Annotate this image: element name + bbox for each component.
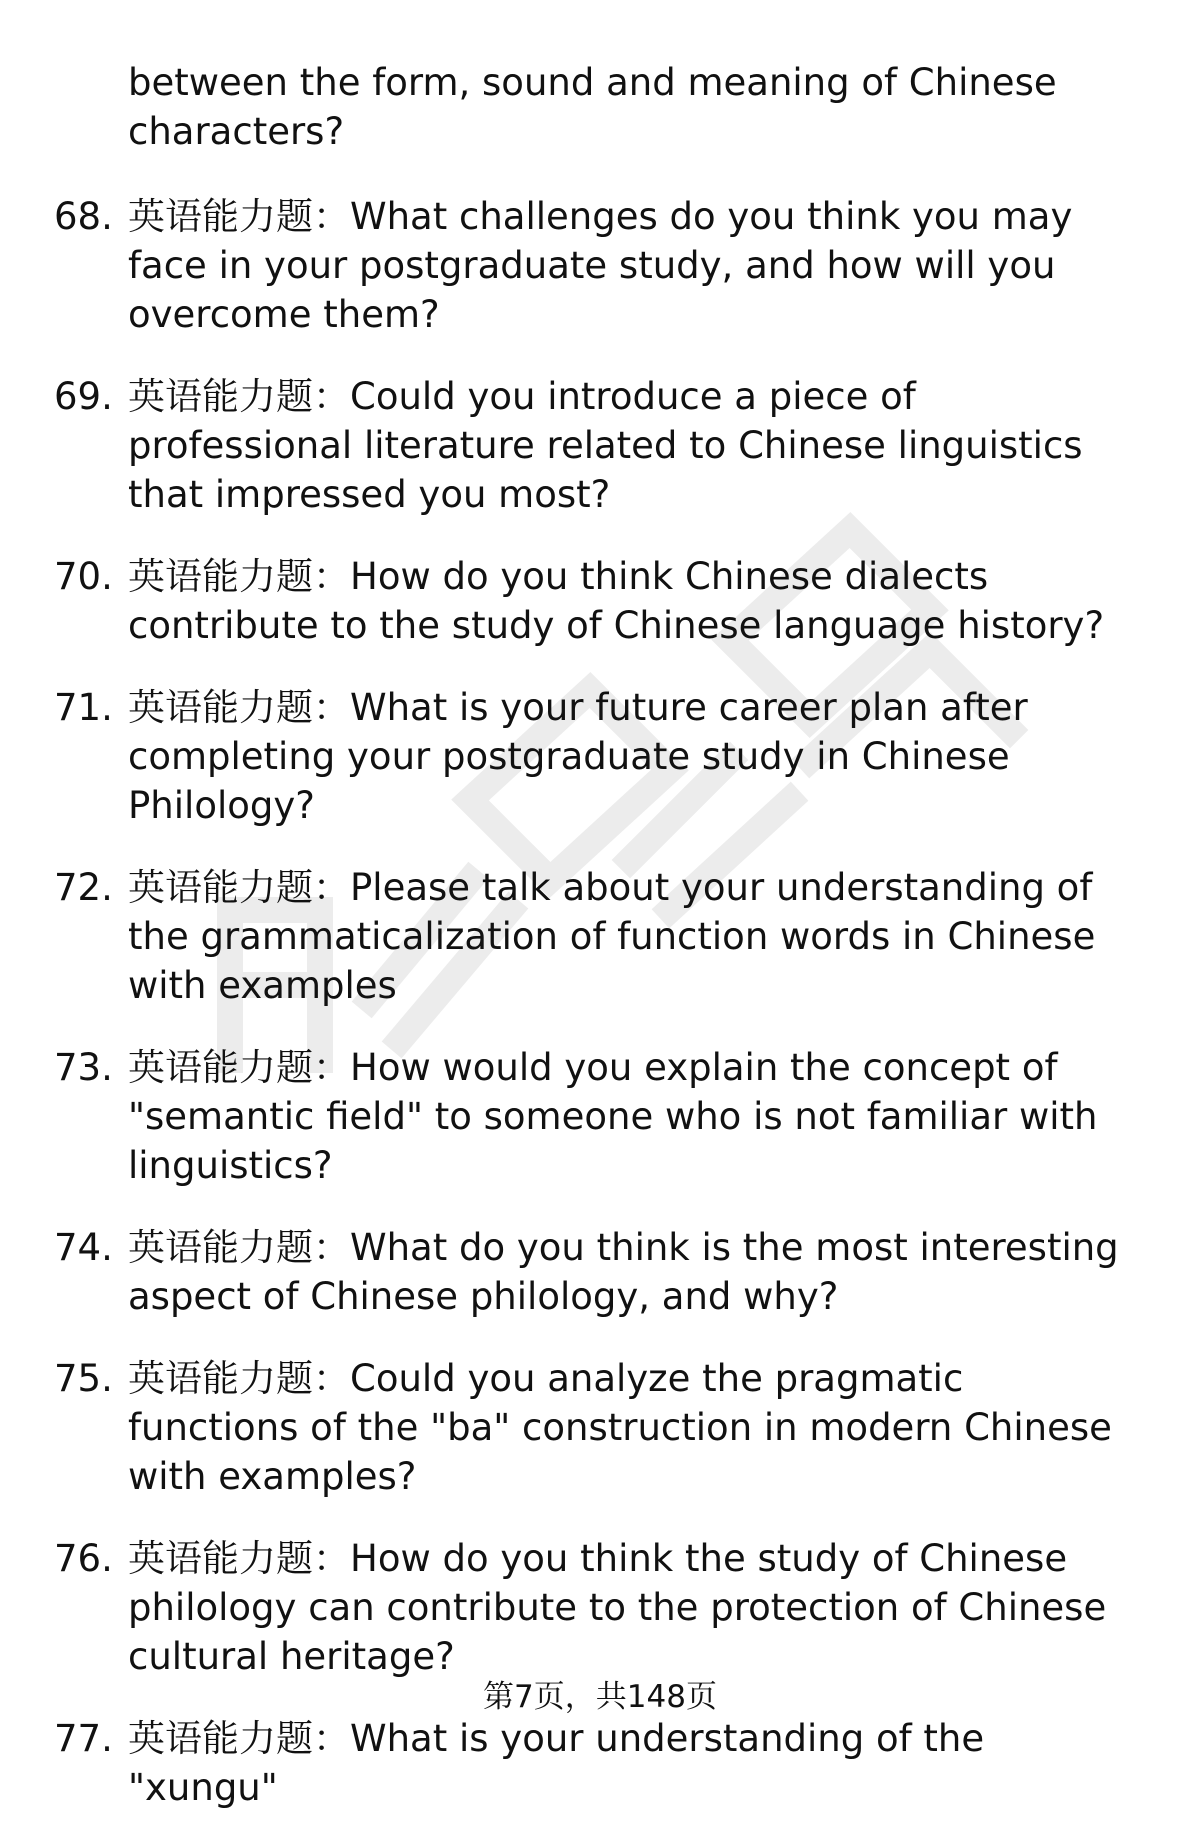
list-item [0,1354,1140,1501]
question-number: 68. [54,195,113,238]
question-number: 72. [54,866,113,909]
list-item [0,372,1140,519]
list-item [0,192,1140,339]
question-text: What is your future career plan after completing your postgraduate study in Chinese Philology? [128,686,1028,827]
question-text: Please talk about your understanding of the grammaticalization of function words in Chinese with examples [128,866,1096,1007]
list-item [0,1714,1140,1812]
question-number: 70. [54,555,113,598]
question-number: 74. [54,1226,113,1269]
list-item [0,1223,1140,1321]
question-number: 73. [54,1046,113,1089]
question-text: How would you explain the concept of "semantic field" to someone who is not familiar with linguistics? [128,1046,1098,1187]
question-list [0,192,1200,1845]
question-number: 69. [54,375,113,418]
question-category: 英语能力题： [128,1537,350,1580]
question-text: What do you think is the most interesting aspect of Chinese philology, and why? [128,1226,1119,1318]
question-number: 76. [54,1537,113,1580]
question-text: What challenges do you think you may face in your postgraduate study, and how will you overcome them? [128,195,1073,336]
question-text: Could you introduce a piece of professional literature related to Chinese linguistics that impressed you most? [128,375,1083,516]
question-number: 75. [54,1357,113,1400]
question-category: 英语能力题： [128,1226,350,1269]
list-item [0,1043,1140,1190]
list-item [0,1534,1140,1681]
question-text: How do you think the study of Chinese philology can contribute to the protection of Chinese cultural heritage? [128,1537,1107,1678]
question-category: 英语能力题： [128,195,350,238]
question-text: Could you analyze the pragmatic functions of the "ba" construction in modern Chinese with examples? [128,1357,1112,1498]
question-text: What is your understanding of the "xungu" [128,1717,985,1809]
question-text: How do you think Chinese dialects contribute to the study of Chinese language history? [128,555,1105,647]
list-item [0,683,1140,830]
list-item [0,552,1140,650]
question-number: 71. [54,686,113,729]
question-category: 英语能力题： [128,555,350,598]
question-category: 英语能力题： [128,1717,350,1760]
question-category: 英语能力题： [128,686,350,729]
question-category: 英语能力题： [128,866,350,909]
question-category: 英语能力题： [128,375,350,418]
page-number-footer: 第7页，共148页 [483,1679,717,1715]
list-item [0,863,1140,1010]
question-category: 英语能力题： [128,1357,350,1400]
question-category: 英语能力题： [128,1046,350,1089]
continuation-text: between the form, sound and meaning of Chinese characters? [128,61,1057,153]
question-number: 77. [54,1717,113,1760]
